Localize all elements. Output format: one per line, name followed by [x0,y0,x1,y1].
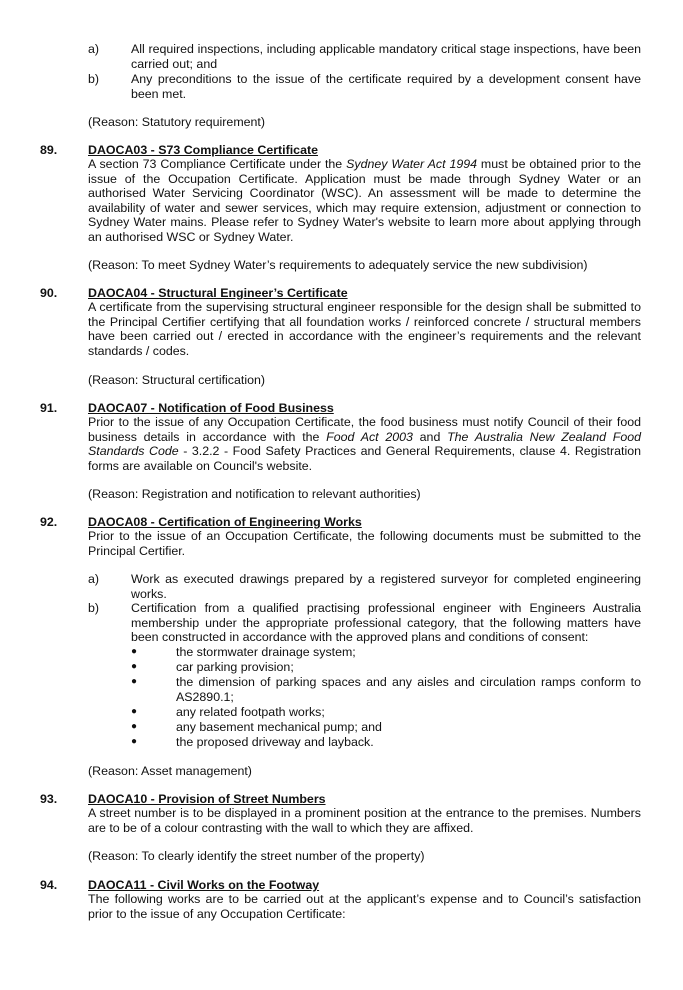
condition-body: A street number is to be displayed in a prominent position at the entrance to the premises. Numbers are to be of a colour contrasting with the wall to which they are affixed. [88,806,641,835]
condition-body: A certificate from the supervising structural engineer responsible for the design shall be submitted to the Principal Certifier certifying that all foundation works / reinforced concrete / structural members have been carried out / erected in accordance with the engineer’s requirements and the relevant standards / codes. [88,300,641,358]
reason-text: (Reason: To clearly identify the street number of the property) [88,849,425,863]
bullet-icon: ● [131,706,138,717]
condition-body: A section 73 Compliance Certificate under the Sydney Water Act 1994 must be obtained prior to the issue of the Occupation Certificate. Application must be made through Sydney Water or an authorised Water Servicing Coordinator (WSC). An assessment will be made to determine the availability of water and sewer services, which may require extension, adjustment or connection to Sydney Water mains. Please refer to Sydney Water's website to learn more about applying through an authorised WSC or Sydney Water. [88,157,641,244]
bullet-text: car parking provision; [176,660,294,674]
list-label: a) [88,572,100,586]
condition-title: DAOCA08 - Certification of Engineering Works [88,515,362,529]
condition-number: 93. [40,792,58,806]
condition-number: 92. [40,515,58,529]
list-text: All required inspections, including applicable mandatory critical stage inspections, have been carried out; and [131,42,641,71]
bullet-text: the dimension of parking spaces and any aisles and circulation ramps conform to AS2890.1; [176,675,641,704]
list-label: a) [88,42,100,56]
condition-number: 91. [40,401,58,415]
condition-number: 89. [40,143,58,157]
bullet-icon: ● [131,721,138,732]
bullet-icon: ● [131,661,138,672]
condition-body: The following works are to be carried out at the applicant’s expense and to Council’s satisfaction prior to the issue of any Occupation Certificate: [88,892,641,921]
list-label: b) [88,72,100,86]
bullet-text: any basement mechanical pump; and [176,720,382,734]
condition-title: DAOCA03 - S73 Compliance Certificate [88,143,318,157]
condition-body: Prior to the issue of an Occupation Certificate, the following documents must be submitted to the Principal Certifier. [88,529,641,558]
condition-title: DAOCA10 - Provision of Street Numbers [88,792,326,806]
bullet-text: any related footpath works; [176,705,325,719]
bullet-icon: ● [131,676,138,687]
condition-body: Prior to the issue of any Occupation Certificate, the food business must notify Council of their food business details in accordance with the Food Act 2003 and The Australia New Zealand Food Standards Code - 3.2.2 - Food Safety Practices and General Requirements, clause 4. Registration forms are available on Council's website. [88,415,641,473]
bullet-icon: ● [131,736,138,747]
list-text: Any preconditions to the issue of the certificate required by a development consent have been met. [131,72,641,101]
reason-text: (Reason: Structural certification) [88,373,265,387]
bullet-text: the stormwater drainage system; [176,645,356,659]
list-text: Work as executed drawings prepared by a registered surveyor for completed engineering works. [131,572,641,601]
condition-number: 90. [40,286,58,300]
bullet-icon: ● [131,646,138,657]
bullet-text: the proposed driveway and layback. [176,735,374,749]
list-text: Certification from a qualified practising professional engineer with Engineers Australia membership under the appropriate professional category, that the following matters have been constructed in accordance with the approved plans and conditions of consent: [131,601,641,645]
reason-text: (Reason: To meet Sydney Water’s requirements to adequately service the new subdivision) [88,258,588,272]
reason-text: (Reason: Statutory requirement) [88,115,265,129]
list-label: b) [88,601,100,615]
condition-title: DAOCA07 - Notification of Food Business [88,401,334,415]
condition-number: 94. [40,878,58,892]
condition-title: DAOCA11 - Civil Works on the Footway [88,878,320,892]
condition-title: DAOCA04 - Structural Engineer’s Certificate [88,286,348,300]
reason-text: (Reason: Asset management) [88,764,252,778]
reason-text: (Reason: Registration and notification to relevant authorities) [88,487,421,501]
